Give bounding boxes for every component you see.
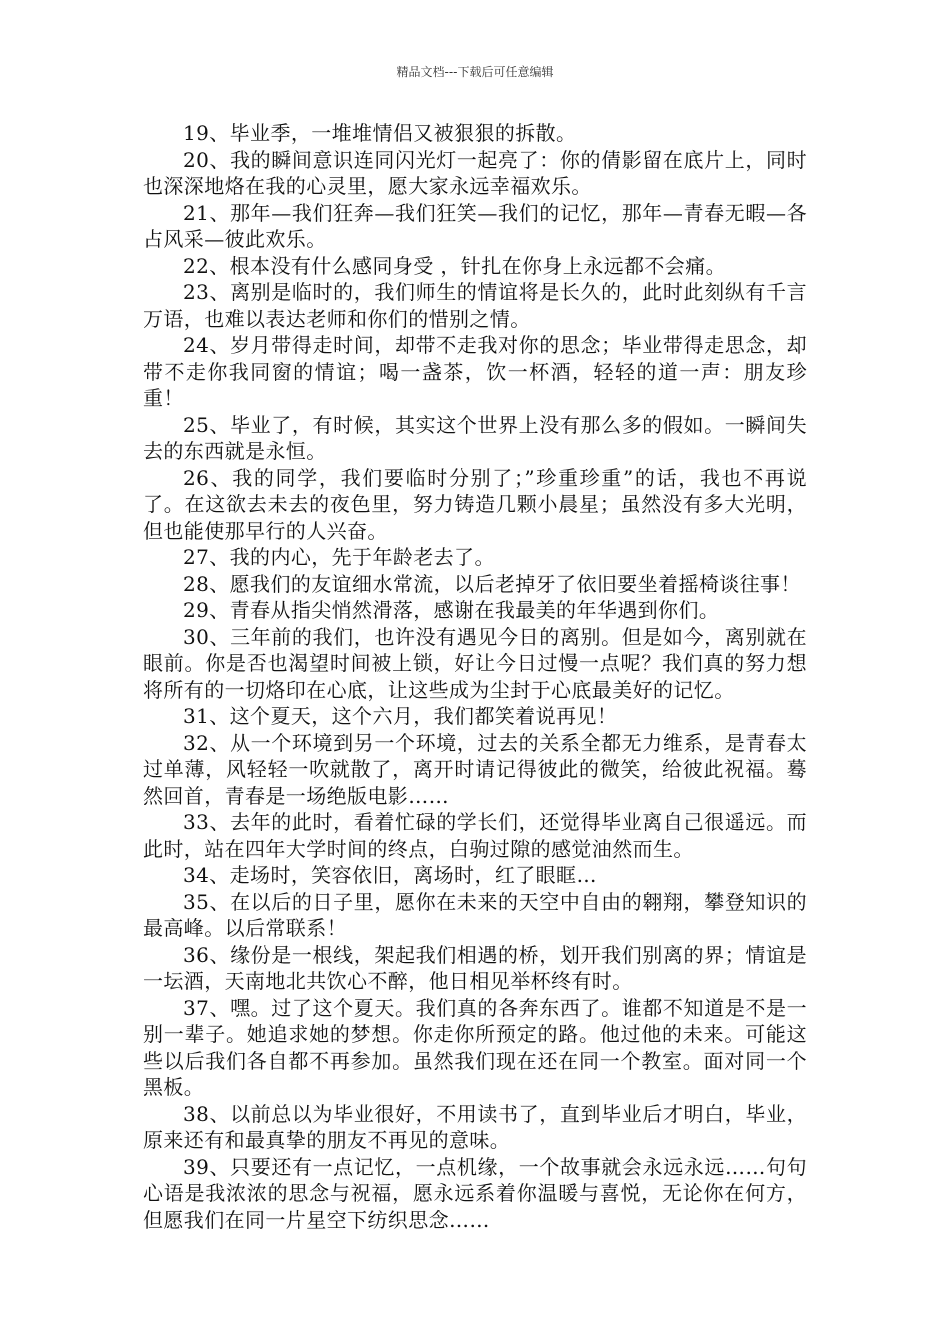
paragraph-26: 26、我的同学，我们要临时分别了；”珍重珍重”的话，我也不再说了。在这欲去未去的夜色里，努力铸造几颗小晨星；虽然没有多大光明，但也能使那早行的人兴奋。 bbox=[143, 465, 807, 543]
paragraph-23: 23、离别是临时的，我们师生的情谊将是长久的，此时此刻纵有千言万语，也难以表达老师和你们的惜别之情。 bbox=[143, 280, 807, 331]
paragraph-37: 37、嘿。过了这个夏天。我们真的各奔东西了。谁都不知道是不是一别一辈子。她追求她的梦想。你走你所预定的路。他过他的未来。可能这些以后我们各自都不再参加。虽然我们现在还在同一个教室。面对同一个黑板。 bbox=[143, 995, 807, 1099]
document-body bbox=[143, 120, 807, 1233]
paragraph-34: 34、走场时，笑容依旧，离场时，红了眼眶… bbox=[183, 863, 597, 887]
paragraph-39: 39、只要还有一点记忆，一点机缘，一个故事就会永远永远……句句心语是我浓浓的思念与祝福，愿永远系着你温暖与喜悦，无论你在何方，但愿我们在同一片星空下纺织思念…… bbox=[143, 1154, 807, 1232]
page-header: 精品文档---下载后可任意编辑 bbox=[396, 65, 554, 79]
paragraph-29: 29、青春从指尖悄然滑落，感谢在我最美的年华遇到你们。 bbox=[183, 598, 720, 622]
paragraph-21: 21、那年—我们狂奔—我们狂笑—我们的记忆，那年—青春无暇—各占风采—彼此欢乐。 bbox=[143, 200, 807, 251]
paragraph-38: 38、以前总以为毕业很好，不用读书了，直到毕业后才明白，毕业，原来还有和最真挚的朋友不再见的意味。 bbox=[143, 1101, 807, 1152]
paragraph-31: 31、这个夏天，这个六月，我们都笑着说再见！ bbox=[183, 704, 618, 728]
paragraph-36: 36、缘份是一根线，架起我们相遇的桥，划开我们别离的界；情谊是一坛酒，天南地北共饮心不醉，他日相见举杯终有时。 bbox=[143, 942, 807, 993]
paragraph-30: 30、三年前的我们，也许没有遇见今日的离别。但是如今，离别就在眼前。你是否也渴望时间被上锁，好让今日过慢一点呢？我们真的努力想将所有的一切烙印在心底，让这些成为尘封于心底最美好的记忆。 bbox=[143, 624, 807, 702]
paragraph-25: 25、毕业了，有时候，其实这个世界上没有那么多的假如。一瞬间失去的东西就是永恒。 bbox=[143, 412, 807, 463]
paragraph-27: 27、我的内心，先于年龄老去了。 bbox=[183, 545, 495, 569]
paragraph-19: 19、毕业季，一堆堆情侣又被狠狠的拆散。 bbox=[183, 121, 577, 145]
paragraph-35: 35、在以后的日子里，愿你在未来的天空中自由的翱翔，攀登知识的最高峰。以后常联系！ bbox=[143, 889, 807, 940]
paragraph-20: 20、我的瞬间意识连同闪光灯一起亮了：你的倩影留在底片上，同时也深深地烙在我的心灵里，愿大家永远幸福欢乐。 bbox=[143, 147, 807, 198]
paragraph-32: 32、从一个环境到另一个环境，过去的关系全都无力维系，是青春太过单薄，风轻轻一吹就散了，离开时请记得彼此的微笑，给彼此祝福。蓦然回首，青春是一场绝版电影…… bbox=[143, 730, 807, 808]
paragraph-28: 28、愿我们的友谊细水常流，以后老掉牙了依旧要坐着摇椅谈往事！ bbox=[183, 571, 801, 596]
paragraph-22: 22、根本没有什么感同身受 ，针扎在你身上永远都不会痛。 bbox=[183, 253, 727, 278]
paragraph-33: 33、去年的此时，看着忙碌的学长们，还觉得毕业离自己很遥远。而此时，站在四年大学时间的终点，白驹过隙的感觉油然而生。 bbox=[143, 810, 807, 861]
paragraph-24: 24、岁月带得走时间，却带不走我对你的思念；毕业带得走思念，却带不走你我同窗的情谊；喝一盏茶，饮一杯酒，轻轻的道一声：朋友珍重！ bbox=[143, 333, 807, 410]
